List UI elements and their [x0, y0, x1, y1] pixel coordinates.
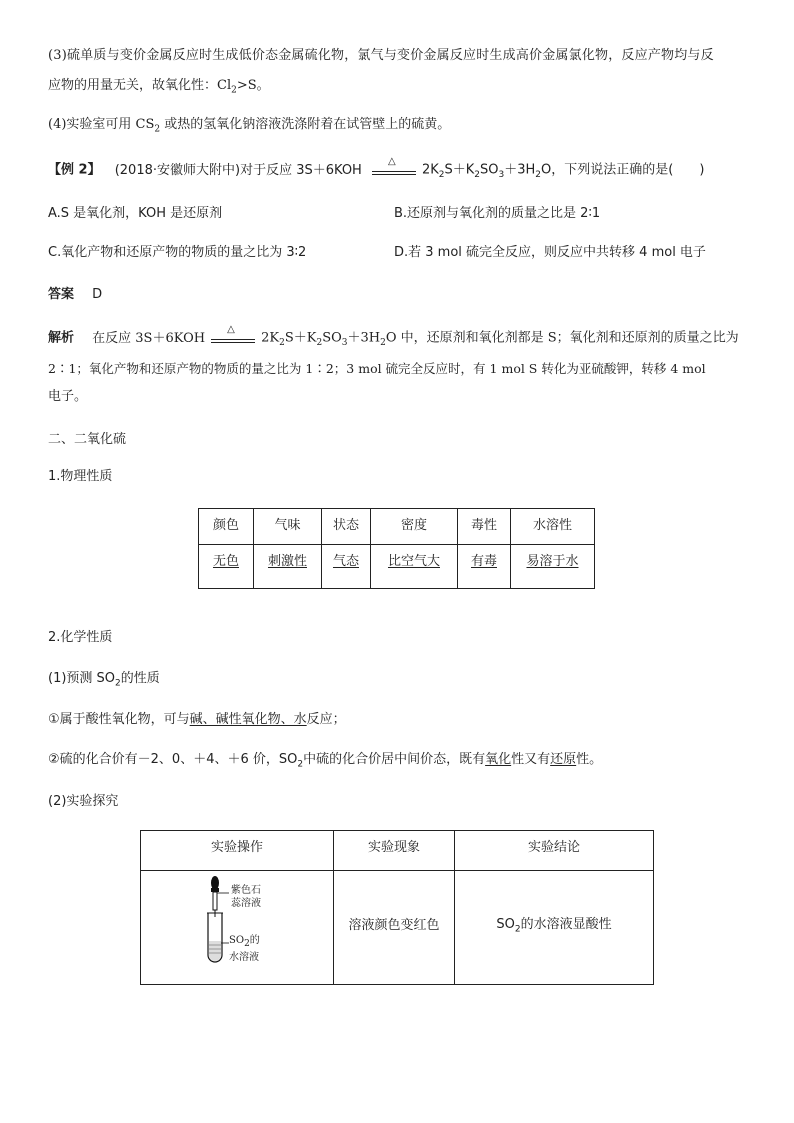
section-heading: 二、二氧化硫	[48, 432, 127, 447]
text: O，下列说法正确的是( )	[541, 162, 705, 178]
subscript: 2	[474, 170, 481, 181]
subscript: 2	[115, 678, 121, 689]
label-line: 水溶液	[229, 952, 259, 963]
table-cell	[322, 545, 371, 589]
table-row	[199, 545, 595, 589]
text: SO	[229, 935, 245, 946]
example-tag: 【例 2】	[48, 162, 101, 178]
subheading-physical: 1.物理性质	[48, 469, 113, 484]
table-header-row	[199, 509, 595, 545]
paragraph-3-line-2	[48, 76, 746, 101]
analysis-line-2: 2∶1；氧化产物和还原产物的物质的量之比为 1∶2；3 mol 硫完全反应时，有 1 mol S 转化为亚硫酸钾，转移 4 mol	[48, 361, 706, 376]
text: 的水溶液显酸性	[520, 916, 612, 932]
text: 的性质	[120, 671, 160, 686]
underlined-answer: 还原	[550, 752, 577, 767]
answer-label: 答案	[48, 287, 75, 302]
table-cell: 溶液颜色变红色	[334, 871, 455, 985]
cell-value: 无色	[212, 554, 239, 569]
text: 在反应 3S＋6KOH	[92, 330, 206, 346]
subscript: 2	[514, 924, 521, 935]
figure-label-so2	[229, 934, 260, 964]
text: (1)预测 SO	[48, 671, 116, 686]
table-header-cell: 颜色	[199, 509, 254, 545]
answer-line	[48, 285, 746, 305]
reaction-arrow	[211, 324, 255, 348]
subscript: 2	[438, 170, 445, 181]
paragraph-4	[48, 115, 746, 140]
experiment-table	[140, 830, 654, 985]
subscript: 2	[154, 124, 161, 135]
paragraph-3-line-1: (3)硫单质与变价金属反应时生成低价态金属硫化物，氯气与变价金属反应时生成高价金属氯化物，反应产物均与反	[48, 48, 714, 63]
text: ＋3H	[504, 162, 536, 178]
text: 反应；	[306, 712, 346, 727]
predict-heading	[48, 669, 746, 694]
table-header-row	[141, 831, 654, 871]
text: 2K	[261, 330, 280, 346]
table-header-cell: 毒性	[458, 509, 511, 545]
text: 中硫的化合价居中间价态，既有	[303, 752, 486, 767]
table-row	[141, 871, 654, 985]
text: 2K	[421, 162, 439, 178]
property-line-1	[48, 710, 746, 730]
analysis-label: 解析	[48, 330, 75, 346]
subscript: 2	[316, 338, 323, 349]
cell-value: 气态	[332, 554, 359, 569]
underlined-answer: 碱、碱性氧化物、水	[189, 712, 307, 727]
option-c: C.氧化产物和还原产物的物质的量之比为 3∶2	[48, 245, 307, 260]
subscript: 2	[279, 338, 285, 349]
table-cell	[371, 545, 458, 589]
text: (4)实验室可用 CS	[48, 117, 155, 132]
option-b: B.还原剂与氧化剂的质量之比是 2∶1	[394, 206, 601, 221]
text: SO	[322, 330, 342, 346]
table-header-cell: 实验现象	[334, 831, 455, 871]
answer-value: D	[92, 287, 103, 302]
text: ＋3H	[347, 330, 381, 346]
text: S＋K	[284, 330, 317, 346]
heat-triangle: △	[387, 156, 396, 167]
text: 性。	[576, 752, 603, 767]
option-a: A.S 是氧化剂，KOH 是还原剂	[48, 206, 223, 221]
text: SO	[496, 916, 515, 932]
label-line	[229, 934, 260, 951]
label-line: 紫色石	[231, 885, 261, 896]
text: 的	[249, 935, 260, 946]
subscript: 2	[244, 939, 250, 949]
text: ①属于酸性氧化物，可与	[48, 712, 190, 727]
table-header-cell: 水溶性	[511, 509, 595, 545]
table-header-cell: 状态	[322, 509, 371, 545]
subscript: 2	[380, 338, 386, 349]
subscript: 3	[341, 338, 348, 349]
subscript: 2	[535, 170, 542, 181]
label-line: 蕊溶液	[231, 898, 261, 909]
subheading-chemical: 2.化学性质	[48, 630, 113, 645]
reaction-arrow	[372, 156, 416, 180]
subscript: 2	[297, 759, 304, 770]
experiment-figure	[141, 871, 331, 984]
table-cell	[141, 871, 334, 985]
cell-value: 易溶于水	[526, 554, 579, 569]
text: ②硫的化合价有－2、0、＋4、＋6 价，SO	[48, 752, 298, 767]
subscript: 2	[231, 85, 237, 96]
text: 或热的氢氧化钠溶液洗涤附着在试管壁上的硫黄。	[160, 117, 451, 132]
figure-label-litmus	[231, 884, 261, 910]
table-cell	[455, 871, 654, 985]
property-line-2	[48, 750, 746, 775]
table-header-cell: 气味	[254, 509, 322, 545]
physical-properties-table	[198, 508, 595, 589]
subscript: 3	[498, 170, 505, 181]
text: 应物的用量无关，故氧化性：Cl	[48, 78, 232, 93]
underlined-answer: 氧化	[485, 752, 512, 767]
heat-triangle: △	[227, 324, 235, 335]
option-d: D.若 3 mol 硫完全反应，则反应中共转移 4 mol 电子	[394, 245, 706, 260]
table-header-cell: 实验操作	[141, 831, 334, 871]
table-header-cell: 实验结论	[455, 831, 654, 871]
table-cell	[254, 545, 322, 589]
text: 性又有	[511, 752, 551, 767]
analysis-line-3: 电子。	[48, 389, 88, 404]
experiment-heading: (2)实验探究	[48, 794, 119, 809]
text: S＋K	[444, 162, 475, 178]
cell-value: 刺激性	[267, 554, 307, 569]
text: >S。	[236, 78, 270, 93]
text: O 中，还原剂和氧化剂都是 S；氧化剂和还原剂的质量之比为	[385, 330, 739, 346]
cell-value: 比空气大	[387, 554, 440, 569]
example-source: (2018·安徽师大附中)对于反应 3S＋6KOH	[114, 162, 362, 178]
cell-value: 有毒	[470, 554, 497, 569]
table-header-cell: 密度	[371, 509, 458, 545]
analysis-line-1	[48, 324, 746, 353]
table-cell	[199, 545, 254, 589]
table-cell	[458, 545, 511, 589]
text: SO	[480, 162, 499, 178]
example-question	[48, 156, 746, 185]
table-cell	[511, 545, 595, 589]
